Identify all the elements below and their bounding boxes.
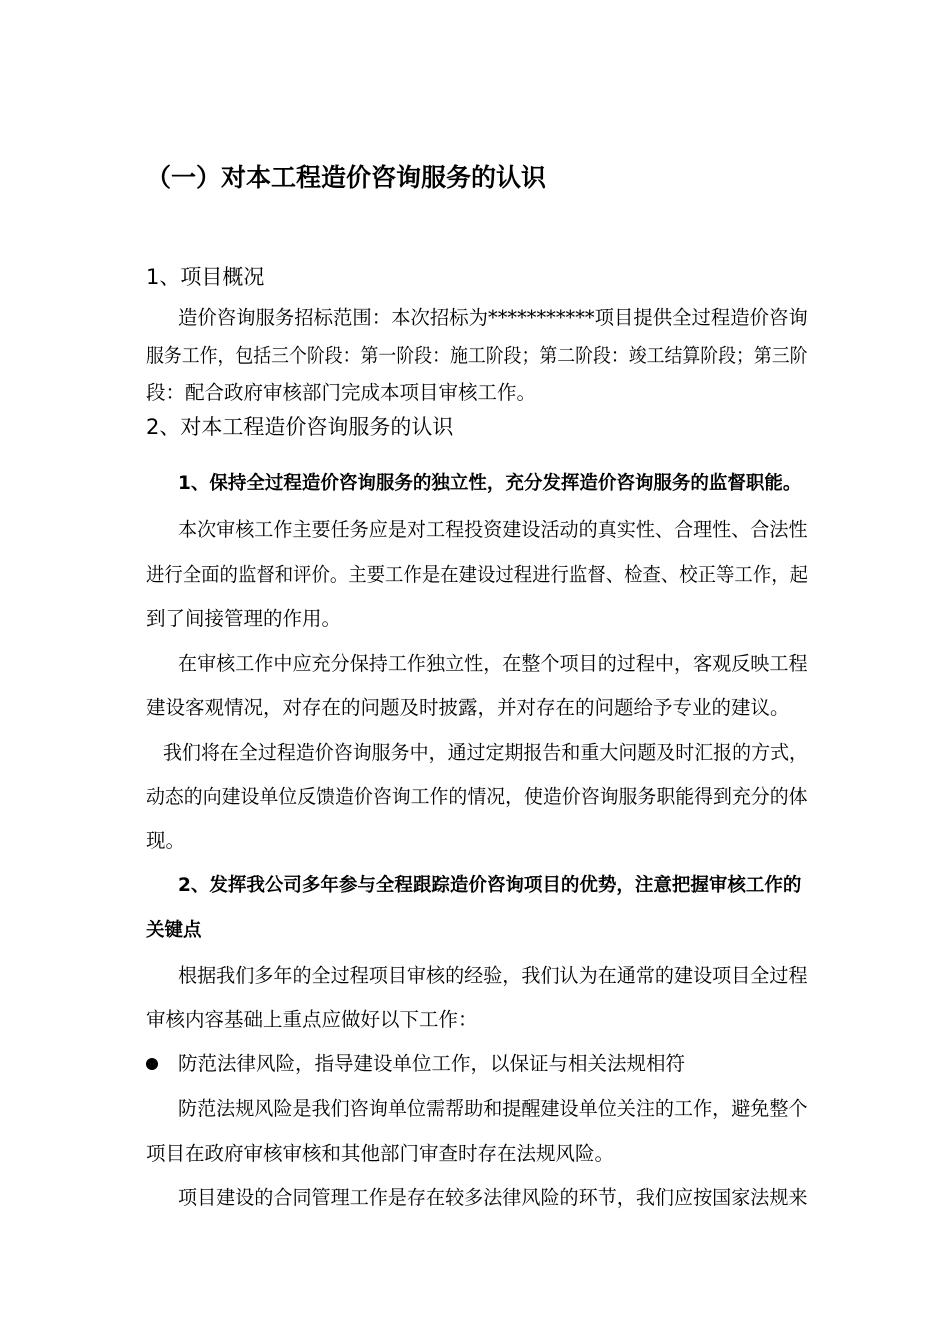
para1-line-1: 本次审核工作主要任务应是对工程投资建设活动的真实性、合理性、合法性 [178, 518, 808, 541]
para4-line-2: 审核内容基础上重点应做好以下工作： [146, 1008, 478, 1031]
para5-line-2: 项目在政府审核审核和其他部门审查时存在法规风险。 [146, 1142, 615, 1165]
document-title: （一）对本工程造价咨询服务的认识 [146, 163, 547, 192]
para1-line-2: 进行全面的监督和评价。主要工作是在建设过程进行监督、检查、校正等工作，起 [146, 563, 809, 586]
bullet-item: 防范法律风险，指导建设单位工作，以保证与相关法规相符 [178, 1052, 686, 1075]
subheading-2-line-1: 2、发挥我公司多年参与全程跟踪造价咨询项目的优势，注意把握审核工作的 [178, 875, 802, 896]
para3-line-1: 我们将在全过程造价咨询服务中，通过定期报告和重大问题及时汇报的方式， [163, 741, 809, 764]
para3-line-3: 现。 [146, 829, 186, 852]
para1-line-3: 到了间接管理的作用。 [146, 607, 342, 630]
section1-heading: 1、项目概况 [146, 265, 265, 289]
para2-line-2: 建设客观情况，对存在的问题及时披露，并对存在的问题给予专业的建议。 [146, 696, 790, 719]
para3-line-2: 动态的向建设单位反馈造价咨询工作的情况，使造价咨询服务职能得到充分的体 [146, 785, 808, 808]
subheading-1: 1、保持全过程造价咨询服务的独立性，充分发挥造价咨询服务的监督职能。 [178, 473, 802, 494]
section1-line-1: 造价咨询服务招标范围：本次招标为***********项目提供全过程造价咨询 [178, 306, 808, 329]
section1-line-2: 服务工作，包括三个阶段：第一阶段：施工阶段；第二阶段：竣工结算阶段；第三阶 [146, 344, 808, 367]
section1-line-3: 段：配合政府审核部门完成本项目审核工作。 [146, 381, 537, 404]
para2-line-1: 在审核工作中应充分保持工作独立性，在整个项目的过程中，客观反映工程 [178, 652, 808, 675]
section2-heading: 2、对本工程造价咨询服务的认识 [146, 415, 454, 439]
para6-line-1: 项目建设的合同管理工作是存在较多法律风险的环节，我们应按国家法规来 [178, 1186, 808, 1209]
subheading-2-line-2: 关键点 [146, 920, 202, 941]
bullet-icon [146, 1058, 158, 1070]
para5-line-1: 防范法规风险是我们咨询单位需帮助和提醒建设单位关注的工作，避免整个 [178, 1097, 808, 1120]
para4-line-1: 根据我们多年的全过程项目审核的经验，我们认为在通常的建设项目全过程 [178, 964, 808, 987]
